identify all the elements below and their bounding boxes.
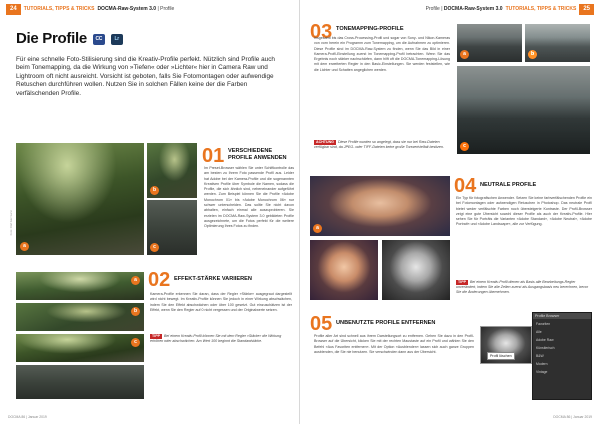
section-03-text: Insgesamt bis das Cross-Processing-Profil und sogar von Sony- und Nikon-Kameras von vorn herein ein Programm zum Tonemapping, um die Aufnahmen zu optimieren. Diese Profile sind im DOCMA-Raw-System zu finden, wenn Sie das Bild in einer Kamera-Profil-Einstellung zuerst im Tonemapping-Profil betrachten. Wenn Sie das Ergebnis noch stärker nachschärfen, dann hilft oft die DOCMA-Tonemapping-Lösung mit dem erweiterten Regler in den Basic-Einstellungen. Sie werden feststellen, wie die Lichter und Schatten angeglichen werden. (314, 36, 450, 72)
profile-browser-item[interactable]: Alle (536, 330, 542, 334)
photo-label: a (131, 276, 140, 285)
section-05-number: 05 (310, 313, 333, 335)
warning-note (314, 140, 450, 170)
photo-credit: Foto: Olaf Giermann (9, 210, 13, 236)
tonemap-photo-c (457, 66, 590, 154)
left-header-topic: Profile (160, 6, 175, 12)
photo-label: c (460, 142, 469, 151)
lightroom-badge: Lr (111, 34, 123, 45)
section-04-title: NEUTRALE PROFILE (480, 182, 537, 188)
strength-strip-a (16, 272, 144, 300)
profile-browser-title: Profile Browser (533, 313, 591, 319)
right-header-topic: Profile (425, 6, 440, 12)
left-page-number: 24 (6, 4, 21, 15)
warning-tag: ACHTUNG (316, 140, 334, 144)
section-01-title: VERSCHIEDENE PROFILE ANWENDEN (228, 148, 287, 161)
photo-label: a (460, 50, 469, 59)
left-header-section: TUTORIALS, TIPPS & TRICKS (23, 6, 95, 12)
photo-label: b (131, 307, 140, 316)
forest-photo-main (16, 143, 144, 255)
left-header: 24 TUTORIALS, TIPPS & TRICKS DOCMA-Raw-System 3.0 | Profile (6, 4, 174, 15)
left-header-product: DOCMA-Raw-System 3.0 (97, 6, 157, 12)
right-page-number: 25 (579, 4, 594, 15)
tip-text-right: Bei einem Kreativ-Profil dienen als Basis alle Bearbeitungs-Regler unverändert, indem Sie alle Zeilen zuerst als Ausgangsbasis neu berechnen, bevor Sie die Änderungen übernehmen. (456, 280, 589, 295)
photo-label: b (528, 50, 537, 59)
left-footer: DOCMA 86 | Januar 2019 (8, 415, 47, 419)
photo-label: a (20, 242, 29, 251)
photo-label: a (313, 224, 322, 233)
profile-browser-panel (532, 312, 592, 400)
photo-label: b (150, 186, 159, 195)
profile-browser-item[interactable]: B&W (536, 354, 544, 358)
section-03-title: TONEMAPPING-PROFILE (336, 26, 404, 32)
section-01-number: 01 (202, 145, 225, 167)
profile-browser-item[interactable]: Favoriten (536, 322, 551, 326)
tonemap-photo-a (457, 24, 522, 62)
forest-photo-variant-c (147, 200, 197, 255)
section-04-number: 04 (454, 175, 477, 197)
right-page (300, 0, 600, 424)
strength-strip-d (16, 365, 144, 399)
right-header-section: TUTORIALS, TIPPS & TRICKS (505, 6, 577, 12)
right-header: Profile | DOCMA-Raw-System 3.0 TUTORIALS, TIPPS & TRICKS 25 (426, 4, 594, 15)
page-title (16, 30, 123, 47)
page-title-text: Die Profile (16, 30, 87, 47)
profile-browser-item[interactable]: Vintage (536, 370, 548, 374)
warning-text: Diese Profile wurden so angelegt, dass sie nur bei Raw-Dateien verfügbar sind, da JPEG- oder TIFF-Dateien keine große Tonwertvielfalt besitzen. (314, 140, 444, 150)
context-menu-delete[interactable]: Profil löschen (487, 352, 515, 360)
section-03-number: 03 (310, 21, 333, 43)
tip-note-right (456, 280, 592, 306)
tip-note-left (150, 334, 292, 366)
section-05-text: Profile aller Art sind schnell aus ihrem Darstellungsort zu entfernen. Gehen Sie dazu in den Profil-Browser auf die Übersicht, klicken Sie mit der rechten Maustaste auf ein Profil und wählen Sie den Befehl »Aus Favoriten entfernen«. Mit der Option »Ausblenden« lassen sich auch ganze Gruppen ausblenden, die Sie nie benutzen. Sie verschwinden dann aus der Übersicht. (314, 334, 474, 354)
forest-photo-variant-b (147, 143, 197, 198)
section-05-title: UNBENUTZTE PROFILE ENTFERNEN (336, 320, 436, 326)
strength-strip-c (16, 334, 144, 362)
creative-cloud-badge: CC (93, 34, 105, 45)
portrait-photo-bw (382, 240, 450, 300)
section-02-number: 02 (148, 269, 171, 291)
section-01-text: Im Preset-Browser wählen Sie unter Schiftkontrolle das am besten zu Ihrem Foto passende Profil aus. Leider hat Adobe bei der Kamera-Profile und die sogenannten Kreativen Profile über Symbole die Namen, sodass die Profile, die sich ähnlich sind, nebeneinander aufgeführt werden. Zum Beispiel können Sie die Profile »Adobe Monochrom 01« bis »Adobe Monochrom 06« nur schwer unterscheiden. Das sollte Sie nicht davon abhalten, einfach einmal alle auszuprobieren. Sie erzielen im DOCMA-Raw-System 3.0 gebildeten Profile ausgezeichnete, um die Fotos perfekt für die weitere Optimierung Ihres Fotos zu finden. (204, 166, 294, 229)
photo-label: c (150, 243, 159, 252)
tonemap-photo-b (525, 24, 590, 62)
section-02-text: Kamera-Profile erkennen Sie daran, dass der Regler »Stärke« ausgegraut dargestellt wird nicht bewegt. Im Kreativ-Profile können Sie jedoch in einer Wirkung abschwächen, indem Sie den Effekt abschwächen oder über 100 gesetzt. Gut einzuschätzen ist der Effekt, wenn Sie den Regler auf 0 nicht vergessen und der Originalwerte setzen. (150, 292, 292, 312)
lead-paragraph: Für eine schnelle Foto-Stilisierung sind die Kreativ-Profile perfekt. Nützlich sind Profile auch beim Tonemapping, da die Wirkung von »Tiefen« oder »Lichter« hier in Camera Raw und Lightroom oft nicht ausreicht. Vorsicht ist geboten, falls Sie Fotomontagen oder aufwendige Retuschen durchführen wollen. Nutzen Sie in solchen Fällen keine der die Farben verfälschenden Profile. (16, 56, 275, 97)
tip-tag-right: TIPP (458, 280, 466, 284)
section-04-text: Ein Typ für fotografischen Anwender. Setzen Sie keine farbverfälschenden Profile ein bei Fotomontagen oder aufwendigen Retuschen in Photoshop. Das neutrale Profil bietet weder verfälschte Farben noch übersteigerte Kontraste. Der Profil-Browser zeigt eine gute Übersicht sowohl dieser Profile als auch der Kreativ-Profile. Hier sehen Sie für Porträts die Varianten »Adobe Standard«, »Adobe Neutral«, »Adobe Portrait« und »Adobe Landscape«, alle zur Verfügung. (456, 196, 592, 227)
profile-thumbnail (480, 326, 532, 364)
strength-strip-b (16, 303, 144, 331)
profile-browser-item[interactable]: Modern (536, 362, 548, 366)
right-footer: DOCMA 86 | Januar 2019 (553, 415, 592, 419)
right-header-product: DOCMA-Raw-System 3.0 (443, 6, 503, 12)
portrait-photo-wide (310, 176, 450, 236)
photo-label: c (131, 338, 140, 347)
tip-tag: TIPP (152, 334, 160, 338)
tip-text: Bei einem Kreativ-Profil können Sie mit dem Regler »Stärke« die Wirkung erhöhen oder abschwächen. Am Wert 100 beginnt die Standardstärke. (150, 334, 282, 344)
portrait-photo-warm (310, 240, 378, 300)
section-02-title: EFFEKT-STÄRKE VARIIEREN (174, 276, 252, 282)
profile-browser-item[interactable]: Künstlerisch (536, 346, 555, 350)
profile-browser-item[interactable]: Adobe Raw (536, 338, 554, 342)
